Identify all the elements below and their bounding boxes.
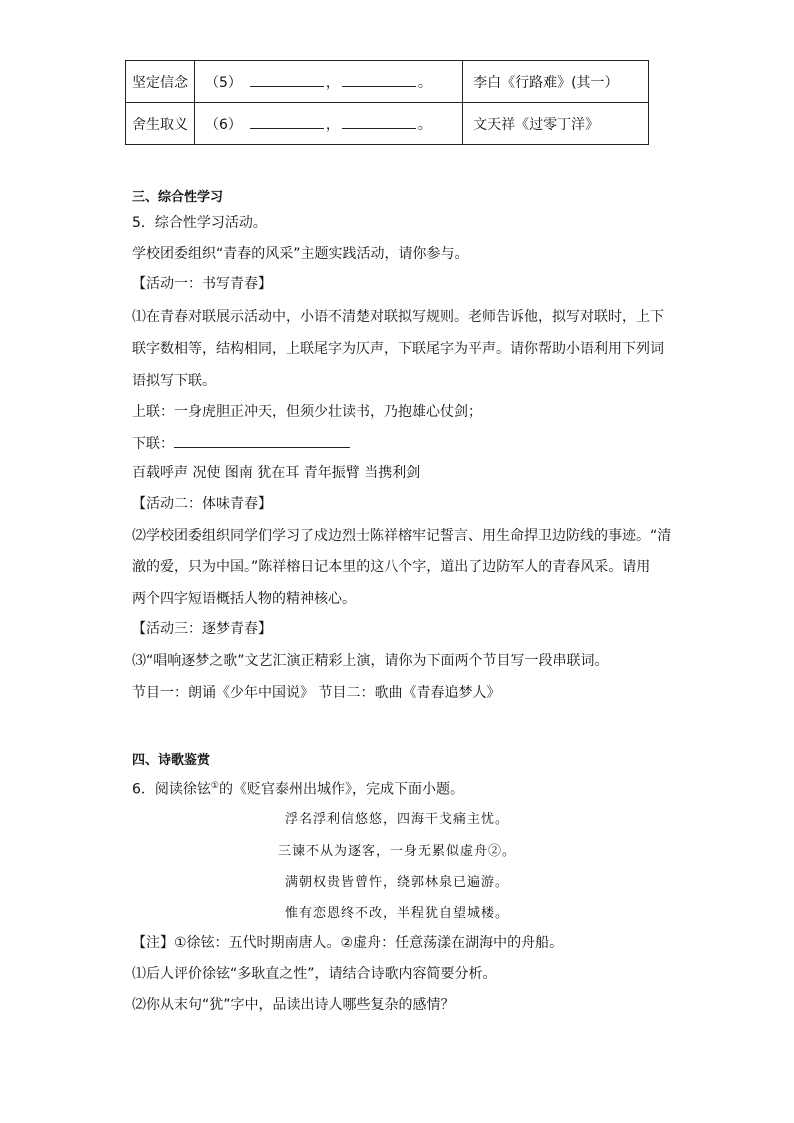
answer-blank[interactable] (250, 114, 324, 129)
activity-1-title: 【活动一：书写青春】 (132, 276, 272, 292)
paragraph-line: 联字数相等，结构相同，上联尾字为仄声，下联尾字为平声。请你帮助小语利用下列词 (132, 341, 664, 357)
paragraph-line: ⑶“唱响逐梦之歌”文艺汇演正精彩上演，请你为下面两个节目写一段串联词。 (132, 653, 609, 669)
source-cell: 李白《行路难》(其一） (463, 61, 649, 103)
source-cell: 文天祥《过零丁洋》 (463, 103, 649, 145)
question-6-pre: 6．阅读徐铉 (132, 781, 211, 798)
footnote: 【注】①徐铉：五代时期南唐人。②虚舟：任意荡漾在湖海中的舟船。 (132, 935, 564, 951)
poem-line: 三谏不从为逐客，一身无累似虚舟②。 (277, 844, 516, 859)
answer-blank[interactable] (250, 72, 324, 87)
paragraph-line: ⑴在青春对联展示活动中，小语不清楚对联拟写规则。老师告诉他，拟写对联时，上下 (132, 309, 664, 325)
answer-blank[interactable] (342, 114, 416, 129)
word-bank: 百载呼声 况使 图南 犹在耳 青年振臂 当携利剑 (132, 465, 421, 481)
paragraph-line: 澈的爱，只为中国。”陈祥榕日记本里的这八个字，道出了边防军人的青春风采。请用 (132, 559, 651, 575)
comma: ， (325, 116, 340, 133)
activity-3-title: 【活动三：逐梦青春】 (132, 621, 272, 637)
fill-cell (195, 61, 463, 103)
paragraph-line: 语拟写下联。 (132, 373, 216, 389)
theme-cell: 舍生取义 (126, 103, 195, 145)
table-row (126, 103, 649, 145)
lower-couplet-row (132, 433, 350, 454)
period: 。 (417, 116, 432, 133)
activity-2-title: 【活动二：体味青春】 (132, 496, 272, 512)
item-number: （5） (205, 74, 242, 91)
section-heading: 四、诗歌鉴赏 (132, 753, 211, 768)
program-list: 节目一：朗诵《少年中国说》 节目二：歌曲《青春追梦人》 (132, 685, 501, 701)
poem-fill-table (125, 60, 649, 145)
question-5: 5．综合性学习活动。 (132, 215, 267, 231)
upper-couplet: 上联：一身虎胆正冲天，但须少壮读书，乃抱雄心仗剑； (132, 404, 482, 420)
lower-couplet-blank[interactable] (174, 433, 350, 448)
comma: ， (325, 74, 340, 91)
table-row (126, 61, 649, 103)
activity-intro: 学校团委组织“青春的风采”主题实践活动，请你参与。 (132, 246, 469, 262)
period: 。 (417, 74, 432, 91)
section-heading: 三、综合性学习 (132, 190, 224, 205)
theme-cell: 坚定信念 (126, 61, 195, 103)
poem-line: 惟有恋恩终不改，半程犹自望城楼。 (284, 906, 509, 921)
poem-line: 满朝权贵皆曾忤，绕郭林泉已遍游。 (284, 875, 509, 890)
paragraph-line: ⑵学校团委组织同学们学习了戍边烈士陈祥榕牢记誓言、用生命捍卫边防线的事迹。“清 (132, 528, 672, 544)
poem-line: 浮名浮利信悠悠，四海干戈痛主忧。 (284, 812, 509, 827)
question-6 (132, 776, 464, 800)
question-6-post: 的《贬官泰州出城作》，完成下面小题。 (219, 781, 464, 798)
sub-question-1: ⑴后人评价徐铉“多耿直之性”，请结合诗歌内容简要分析。 (132, 966, 497, 982)
sub-question-2: ⑵你从末句“犹”字中，品读出诗人哪些复杂的感情？ (132, 997, 455, 1013)
item-number: （6） (205, 116, 242, 133)
answer-blank[interactable] (342, 72, 416, 87)
note-marker: ① (210, 781, 219, 791)
fill-cell (195, 103, 463, 145)
paragraph-line: 两个四字短语概括人物的精神核心。 (132, 591, 356, 607)
lower-couplet-label: 下联： (132, 436, 174, 452)
